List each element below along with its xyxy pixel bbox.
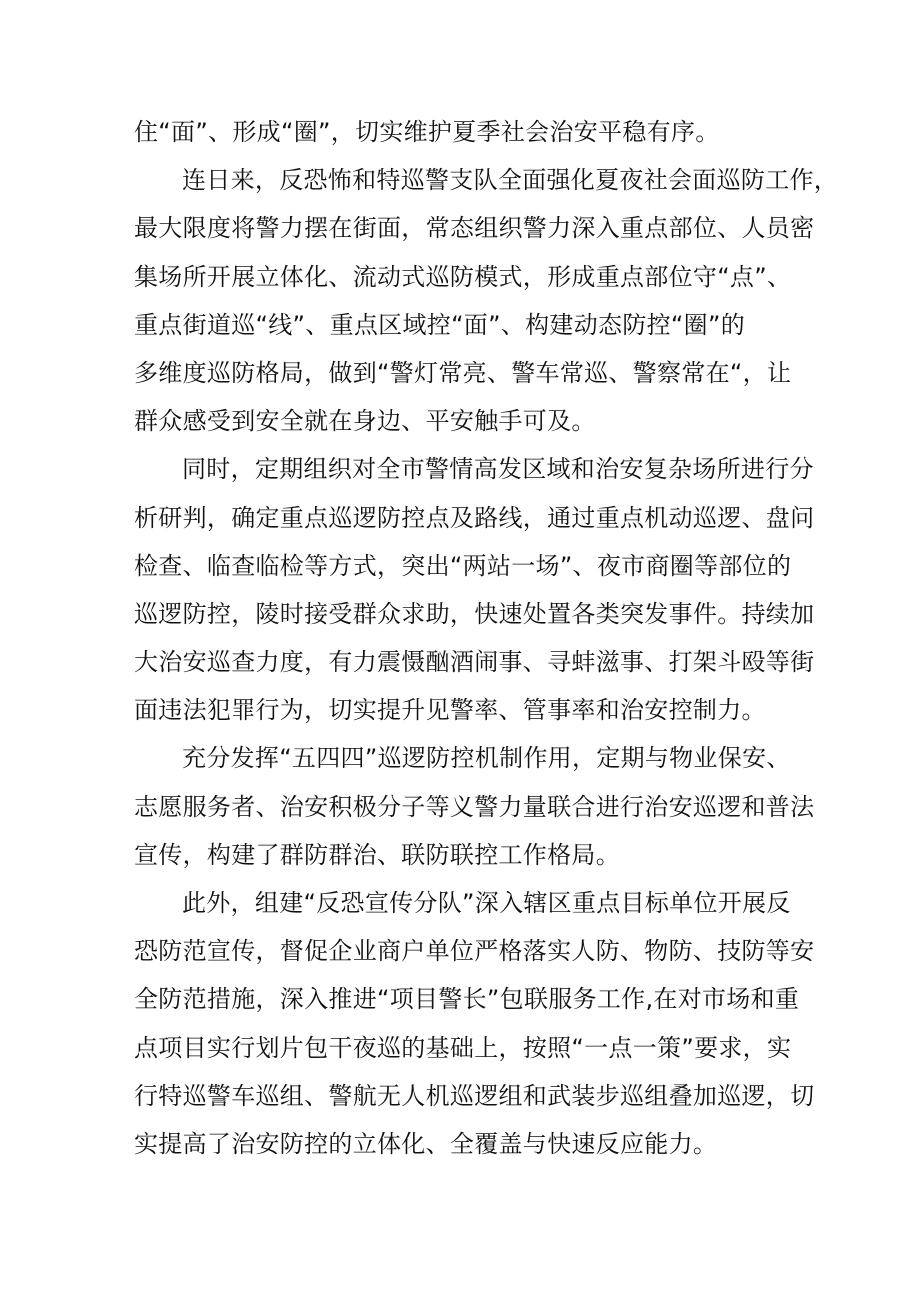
text-line: 实提高了治安防控的立体化、全覆盖与快速反应能力。 [134,1129,718,1158]
paragraph-first-line: 连日来，反恐怖和特巡警支队全面强化夏夜社会面巡防工作， [182,166,839,195]
text-line: 住“面”、形成“圈”，切实维护夏季社会治安平稳有序。 [134,118,720,146]
text-line: 志愿服务者、治安积极分子等义警力量联合进行治安巡逻和普法 [134,792,815,821]
paragraph-first-line: 此外，组建“反恐宣传分队”深入辖区重点目标单位开展反 [182,889,791,917]
text-line: 点项目实行划片包干夜巡的基础上，按照“一点一策”要求，实 [134,1033,792,1062]
paragraph-first-line: 同时，定期组织对全市警情高发区域和治安复杂场所进行分 [182,455,814,484]
text-line: 宣传，构建了群防群治、联防联控工作格局。 [134,840,620,869]
article-body [134,108,839,1168]
text-line: 大治安巡查力度，有力震慑酗酒闹事、寻蚌滋事、打架斗殴等街 [134,648,815,677]
paragraph-first-line: 充分发挥“五四四”巡逻防控机制作用，定期与物业保安、 [182,744,791,773]
text-line: 检查、临查临检等方式，突出“两站一场”、夜市商圈等部位的 [134,551,792,580]
text-line: 集场所开展立体化、流动式巡防模式，形成重点部位守“点”、 [134,262,792,291]
text-line: 行特巡警车巡组、警航无人机巡逻组和武装步巡组叠加巡逻，切 [134,1081,815,1110]
text-line: 全防范措施，深入推进“项目警长”包联服务工作,在对市场和重 [134,985,800,1014]
text-line: 巡逻防控，陵时接受群众求助，快速处置各类突发事件。持续加 [134,599,815,628]
text-line: 恐防范宣传，督促企业商户单位严格落实人防、物防、技防等安 [134,937,815,966]
text-line: 多维度巡防格局，做到“警灯常亮、警车常巡、警察常在“，让 [134,358,792,387]
text-line: 最大限度将警力摆在街面，常态组织警力深入重点部位、人员密 [134,214,815,243]
text-line: 群众感受到安全就在身边、平安触手可及。 [134,407,596,436]
text-line: 面违法犯罪行为，切实提升见警率、管事率和治安控制力。 [134,696,766,725]
text-line: 重点街道巡“线”、重点区域控“面”、构建动态防控“圈”的 [134,310,745,339]
text-line: 析研判，确定重点巡逻防控点及路线，通过重点机动巡逻、盘问 [134,503,815,532]
